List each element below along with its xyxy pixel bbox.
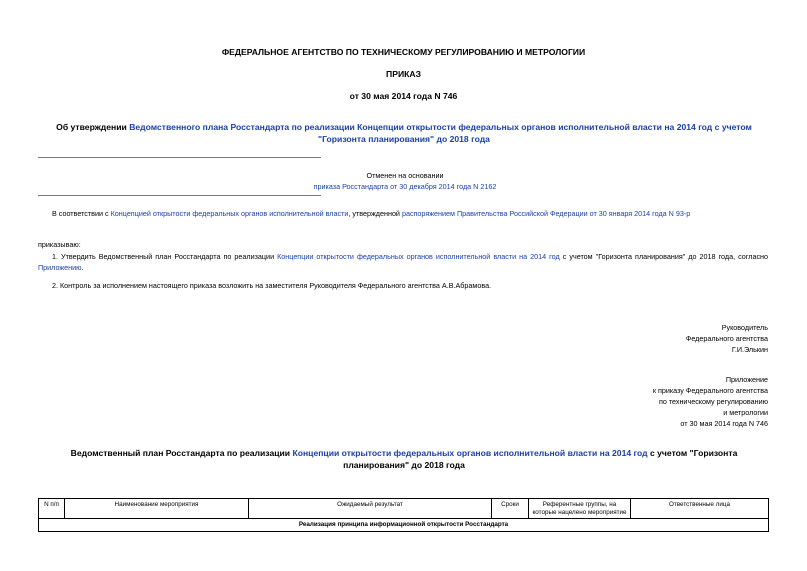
appendix-line: по техническому регулированию <box>658 397 768 406</box>
item-1-text-2: с учетом "Горизонта планирования" до 2018 года, согласно <box>559 252 769 261</box>
concept-2014-link[interactable]: Концепции открытости федеральных органов исполнительной власти на 2014 год <box>277 252 560 261</box>
column-header-activity: Наименование мероприятия <box>65 499 249 519</box>
doc-title-link[interactable]: Ведомственного плана Росстандарта по реализации Концепции открытости федеральных органов исполнительной власти на 2014 год с учетом "Горизонта планирования" до 2018 года <box>129 122 752 144</box>
appendix-line: и метрологии <box>723 408 768 417</box>
plan-title-line-2: планирования" до 2018 года <box>343 460 465 470</box>
section-row: Реализация принципа информационной открытости Росстандарта <box>39 519 769 532</box>
plan-title-prefix: Ведомственный план Росстандарта по реализации <box>70 448 293 458</box>
plan-table <box>38 498 769 532</box>
doc-type: ПРИКАЗ <box>386 69 421 79</box>
item-1-text: 1. Утвердить Ведомственный план Росстандарта по реализации <box>52 252 278 261</box>
item-1 <box>38 251 768 273</box>
column-header-groups: Референтные группы, на которые нацелено мероприятие <box>529 499 631 519</box>
signature-position: Руководитель <box>721 323 768 332</box>
concept-link[interactable]: Концепцией открытости федеральных органов исполнительной власти <box>110 209 349 218</box>
preamble-text-2: , утвержденной <box>348 209 402 218</box>
signature-agency: Федерального агентства <box>685 334 768 343</box>
plan-concept-link[interactable]: Концепции открытости федеральных органов исполнительной власти на 2014 год <box>292 448 648 458</box>
divider-top <box>38 157 321 158</box>
appendix-link[interactable]: Приложению <box>38 263 82 272</box>
column-header-number: N п/п <box>39 499 65 519</box>
item-1-text-3: . <box>81 263 84 272</box>
preamble <box>52 209 768 218</box>
signature-block <box>560 322 768 355</box>
order-word: приказываю: <box>38 240 81 249</box>
signature-name: Г.И.Элькин <box>731 345 768 354</box>
plan-title <box>40 447 768 471</box>
column-header-deadline: Сроки <box>492 499 529 519</box>
agency-heading: ФЕДЕРАЛЬНОЕ АГЕНТСТВО ПО ТЕХНИЧЕСКОМУ РЕГУЛИРОВАНИЮ И МЕТРОЛОГИИ <box>221 47 586 57</box>
appendix-block <box>560 374 768 429</box>
appendix-line: к приказу Федерального агентства <box>652 386 768 395</box>
doc-title-prefix: Об утверждении <box>56 122 130 132</box>
appendix-line: Приложение <box>725 375 768 384</box>
item-2: 2. Контроль за исполнением настоящего приказа возложить на заместителя Руководителя Федерального агентства А.В.Абрамова. <box>52 281 492 290</box>
cancel-note <box>270 170 540 192</box>
government-order-link[interactable]: распоряжением Правительства Российской Федерации от 30 января 2014 года N 93-р <box>401 209 691 218</box>
table-row <box>39 519 769 532</box>
column-header-result: Ожидаемый результат <box>249 499 492 519</box>
plan-title-suffix: с учетом "Горизонта <box>647 448 738 458</box>
cancel-order-link[interactable]: приказа Росстандарта от 30 декабря 2014 года N 2162 <box>313 182 497 191</box>
preamble-text: В соответствии с <box>52 209 111 218</box>
doc-date: от 30 мая 2014 года N 746 <box>349 91 458 101</box>
doc-title <box>40 121 768 145</box>
divider-bottom <box>38 195 321 196</box>
column-header-responsible: Ответственные лица <box>631 499 769 519</box>
table-header-row <box>39 499 769 519</box>
cancel-note-line: Отменен на основании <box>366 171 444 180</box>
appendix-line: от 30 мая 2014 года N 746 <box>680 419 768 428</box>
